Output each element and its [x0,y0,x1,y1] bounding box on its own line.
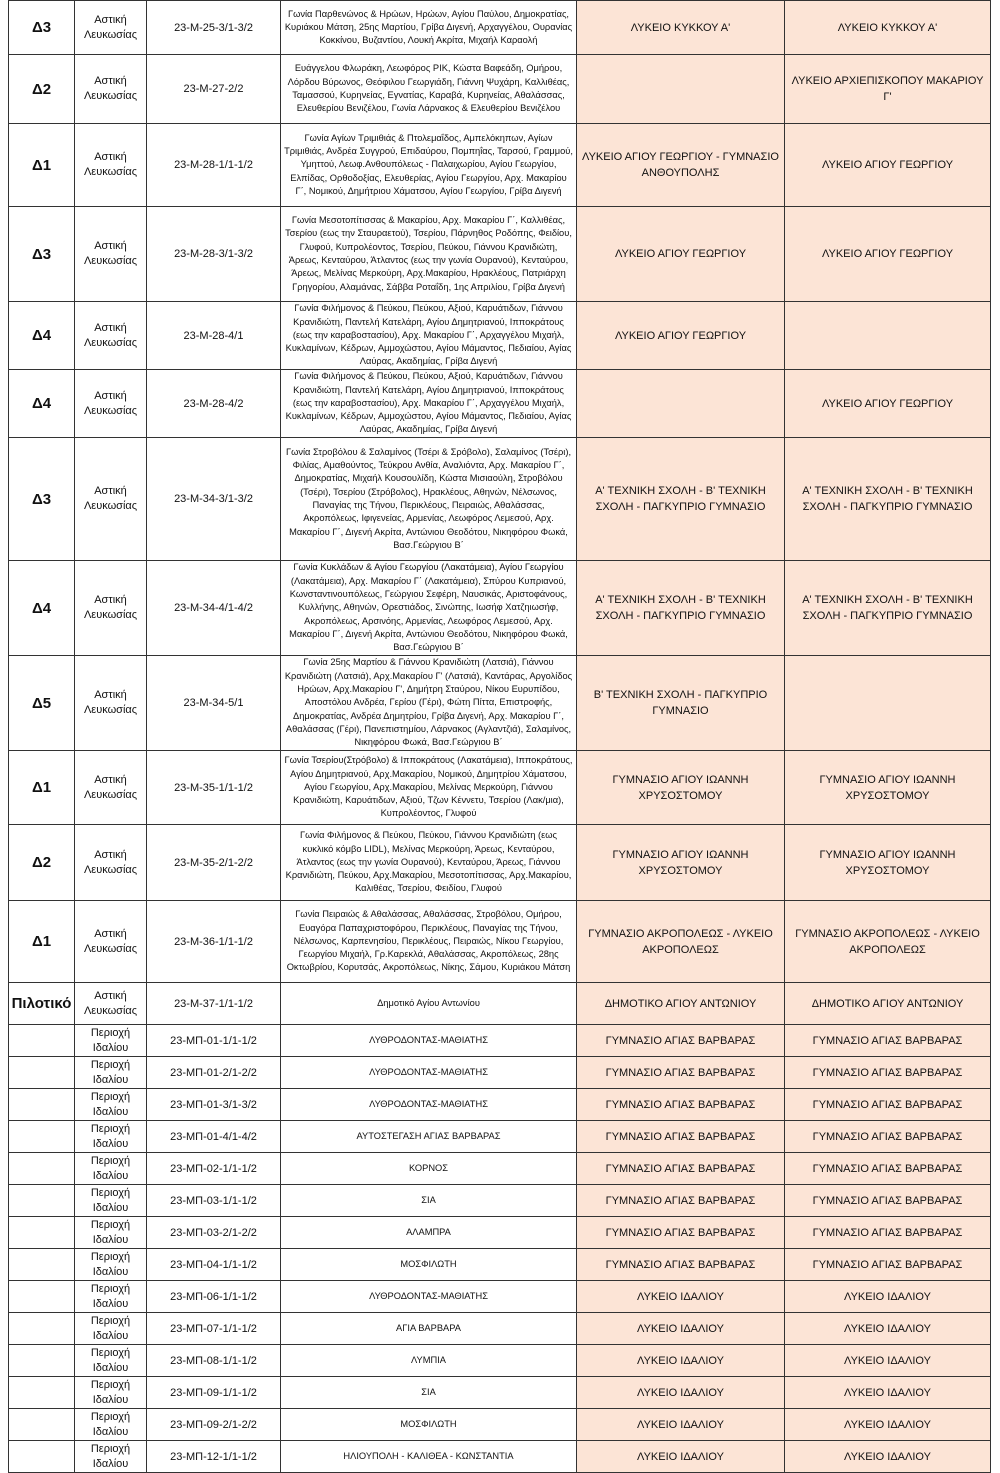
school-b-cell: ΛΥΚΕΙΟ ΑΓΙΟΥ ΓΕΩΡΓΙΟΥ [785,370,991,438]
zone-cell: Δ5 [9,656,75,751]
area-cell: Αστική Λευκωσίας [75,825,147,901]
school-a-cell: ΓΥΜΝΑΣΙΟ ΑΓΙΑΣ ΒΑΡΒΑΡΑΣ [577,1121,785,1153]
area-cell: Αστική Λευκωσίας [75,983,147,1025]
area-cell: Αστική Λευκωσίας [75,751,147,825]
zone-cell [9,1345,75,1377]
route-code-cell: 23-ΜΠ-04-1/1-1/2 [147,1249,281,1281]
area-cell: Περιοχή Ιδαλίου [75,1409,147,1441]
table-row [9,901,991,983]
table-row [9,124,991,207]
school-b-cell: ΓΥΜΝΑΣΙΟ ΑΓΙΑΣ ΒΑΡΒΑΡΑΣ [785,1153,991,1185]
area-cell: Περιοχή Ιδαλίου [75,1249,147,1281]
table-row [9,55,991,124]
streets-cell: Ευάγγελου Φλωράκη, Λεωφόρος ΡΙΚ, Κώστα Βαφεάδη, Ομήρου, Λόρδου Βύρωνος, Θεόφιλου Γεωργιάδη, Γιάννη Ψυχάρη, Καλλιθέας, Ταμασσού, Κυρηνείας, Εγνατίας, Καραβά, Κυρηνείας, Αθαλάσσας, Ελευθερίου Βενιζέλου, Γωνία Λάρνακος & Ελευθερίου Βενιζέλου [281,55,577,124]
zone-cell: Δ4 [9,370,75,438]
school-b-cell: ΛΥΚΕΙΟ ΙΔΑΛΙΟΥ [785,1441,991,1473]
routes-table [8,0,991,1473]
streets-cell: Γωνία Μεσοτοπίτισσας & Μακαρίου, Αρχ. Μακαρίου Γ΄, Καλλιθέας, Τσερίου (εως την Σταυραετού), Τσερίου, Πάρνηθος Ροδόπης, Φειδίου, Γλυφού, Κυπρολέοντος, Τσερίου, Πεύκου, Γιάννου Κρανιδιώτη, Άρεως, Κενταύρου, Άτλαντος (εως την γωνία Ουρανού), Κενταύρου, Άρεως, Μελίνας Μερκούρη, Αρχ.Μακαρίου, Ηρακλέους, Πατριάρχη Γρηγορίου, Αλαμάνας, Σάββα Ροταΐδη, 1ης Απριλίου, Γρίβα Διγενή [281,207,577,302]
school-a-cell: ΛΥΚΕΙΟ ΚΥΚΚΟΥ Α' [577,1,785,55]
area-cell: Περιοχή Ιδαλίου [75,1153,147,1185]
school-a-cell: Α' ΤΕΧΝΙΚΗ ΣΧΟΛΗ - Β' ΤΕΧΝΙΚΗ ΣΧΟΛΗ - ΠΑΓΚΥΠΡΙΟ ΓΥΜΝΑΣΙΟ [577,438,785,561]
streets-cell: ΛΥΜΠΙΑ [281,1345,577,1377]
route-code-cell: 23-ΜΠ-01-3/1-3/2 [147,1089,281,1121]
school-b-cell: ΓΥΜΝΑΣΙΟ ΑΓΙΑΣ ΒΑΡΒΑΡΑΣ [785,1185,991,1217]
zone-cell: Δ3 [9,438,75,561]
route-code-cell: 23-ΜΠ-09-1/1-1/2 [147,1377,281,1409]
zone-cell [9,1121,75,1153]
table-row [9,983,991,1025]
school-a-cell: ΔΗΜΟΤΙΚΟ ΑΓΙΟΥ ΑΝΤΩΝΙΟΥ [577,983,785,1025]
school-a-cell: Α' ΤΕΧΝΙΚΗ ΣΧΟΛΗ - Β' ΤΕΧΝΙΚΗ ΣΧΟΛΗ - ΠΑΓΚΥΠΡΙΟ ΓΥΜΝΑΣΙΟ [577,561,785,656]
school-a-cell [577,370,785,438]
area-cell: Περιοχή Ιδαλίου [75,1345,147,1377]
school-b-cell: ΓΥΜΝΑΣΙΟ ΑΓΙΑΣ ΒΑΡΒΑΡΑΣ [785,1025,991,1057]
school-a-cell: ΓΥΜΝΑΣΙΟ ΑΓΙΟΥ ΙΩΑΝΝΗ ΧΡΥΣΟΣΤΟΜΟΥ [577,825,785,901]
table-row [9,438,991,561]
table-row [9,1,991,55]
route-code-cell: 23-Μ-37-1/1-1/2 [147,983,281,1025]
area-cell: Περιοχή Ιδαλίου [75,1377,147,1409]
school-a-cell: ΓΥΜΝΑΣΙΟ ΑΓΙΑΣ ΒΑΡΒΑΡΑΣ [577,1217,785,1249]
route-code-cell: 23-Μ-27-2/2 [147,55,281,124]
school-a-cell: ΛΥΚΕΙΟ ΙΔΑΛΙΟΥ [577,1313,785,1345]
school-b-cell: ΓΥΜΝΑΣΙΟ ΑΓΙΟΥ ΙΩΑΝΝΗ ΧΡΥΣΟΣΤΟΜΟΥ [785,825,991,901]
streets-cell: Γωνία 25ης Μαρτίου & Γιάννου Κρανιδιώτη (Λατσιά), Γιάννου Κρανιδιώτη (Λατσιά), Αρχ.Μακαρίου Γ' (Λατσιά), Καντάρας, Αργολίδος Ηρώων, Αρχ.Μακαρίου Γ', Δημήτρη Σταύρου, Νίκου Ευρυπίδου, Αποστόλου Ανδρέα, Γερίου (Γέρι), Φώτη Πίττα, Επιστροφής, Δημοκρατίας, Ανδρέα Δημητρίου, Γρίβα Διγενή, Αρχ. Μακαρίου Γ΄, Αθαλάσσας (Γέρι), Πανεπιστημίου, Λάρνακος (Αγλαντζιά), Σαλαμίνος, Νικηφόρου Φωκά, Βασ.Γεώργιου Β΄ [281,656,577,751]
area-cell: Περιοχή Ιδαλίου [75,1185,147,1217]
zone-cell: Πιλοτικό [9,983,75,1025]
table-row [9,207,991,302]
zone-cell [9,1025,75,1057]
zone-cell [9,1153,75,1185]
streets-cell: Γωνία Πειραιώς & Αθαλάσσας, Αθαλάσσας, Στροβόλου, Ομήρου, Ευαγόρα Παπαχριστοφόρου, Περικλέους, Παναγίας της Τήνου, Νέλσωνος, Καρπενησίου, Περικλέους, Πειραιώς, Νίκου Γεωργίου, Γεωργίου Μιχαήλ, Γρ.Καρεκλά, Αθαλάσσας, Ακροπόλεως, 28ης Οκτωβρίου, Κορυτσάς, Ακροπόλεως, Νίκης, Σάμου, Κυριάκου Μάτση [281,901,577,983]
zone-cell: Δ1 [9,751,75,825]
routes-table-body [9,1,991,1473]
school-a-cell: ΛΥΚΕΙΟ ΑΓΙΟΥ ΓΕΩΡΓΙΟΥ [577,302,785,370]
streets-cell: ΛΥΘΡΟΔΟΝΤΑΣ-ΜΑΘΙΑΤΗΣ [281,1057,577,1089]
route-code-cell: 23-Μ-34-5/1 [147,656,281,751]
zone-cell [9,1409,75,1441]
streets-cell: ΜΟΣΦΙΛΩΤΗ [281,1409,577,1441]
route-code-cell: 23-Μ-35-2/1-2/2 [147,825,281,901]
route-code-cell: 23-Μ-34-3/1-3/2 [147,438,281,561]
streets-cell: ΜΟΣΦΙΛΩΤΗ [281,1249,577,1281]
area-cell: Αστική Λευκωσίας [75,207,147,302]
streets-cell: ΣΙΑ [281,1185,577,1217]
zone-cell: Δ3 [9,1,75,55]
school-b-cell: ΛΥΚΕΙΟ ΙΔΑΛΙΟΥ [785,1345,991,1377]
streets-cell: Γωνία Φιλήμονος & Πεύκου, Πεύκου, Γιάννου Κρανιδιώτη (εως κυκλικό κόμβο LIDL), Μελίνας Μερκούρη, Άρεως, Κενταύρου, Άτλαντος (εως την γωνία Ουρανού), Κενταύρου, Άρεως, Γιάννου Κρανιδιώτη, Πεύκου, Αρχ.Μακαρίου, Μεσοτοπίτισσας, Αρχ.Μακαρίου, Καλιθέας, Τσερίου, Φειδίου, Γλυφού [281,825,577,901]
area-cell: Περιοχή Ιδαλίου [75,1057,147,1089]
school-a-cell: ΛΥΚΕΙΟ ΙΔΑΛΙΟΥ [577,1377,785,1409]
school-b-cell: ΓΥΜΝΑΣΙΟ ΑΓΙΑΣ ΒΑΡΒΑΡΑΣ [785,1249,991,1281]
table-row [9,1025,991,1057]
school-a-cell: ΛΥΚΕΙΟ ΙΔΑΛΙΟΥ [577,1345,785,1377]
streets-cell: Γωνία Φιλήμονος & Πεύκου, Πεύκου, Αξιού, Καρυάτιδων, Γιάννου Κρανιδιώτη, Παντελή Κατελάρη, Αγίου Δημητριανού, Ιπποκράτους (εως την καραβοστασίου), Αρχ. Μακαρίου Γ΄, Αρχαγγέλου Μιχαήλ, Κυκλαμίνων, Κέδρων, Αμμοχώστου, Αγίου Μάμαντος, Πεδιαίου, Αγίας Λαύρας, Ακαδημίας, Γρίβα Διγενή [281,302,577,370]
area-cell: Περιοχή Ιδαλίου [75,1121,147,1153]
table-row [9,1057,991,1089]
zone-cell [9,1249,75,1281]
school-b-cell: ΛΥΚΕΙΟ ΙΔΑΛΙΟΥ [785,1409,991,1441]
school-b-cell: ΛΥΚΕΙΟ ΙΔΑΛΙΟΥ [785,1377,991,1409]
area-cell: Αστική Λευκωσίας [75,124,147,207]
school-a-cell: ΓΥΜΝΑΣΙΟ ΑΚΡΟΠΟΛΕΩΣ - ΛΥΚΕΙΟ ΑΚΡΟΠΟΛΕΩΣ [577,901,785,983]
table-row [9,1089,991,1121]
zone-cell: Δ4 [9,561,75,656]
zone-cell [9,1057,75,1089]
table-row [9,1313,991,1345]
table-row [9,1185,991,1217]
route-code-cell: 23-ΜΠ-03-1/1-1/2 [147,1185,281,1217]
table-row [9,1153,991,1185]
streets-cell: ΑΓΙΑ ΒΑΡΒΑΡΑ [281,1313,577,1345]
area-cell: Αστική Λευκωσίας [75,1,147,55]
school-a-cell: ΛΥΚΕΙΟ ΙΔΑΛΙΟΥ [577,1409,785,1441]
route-code-cell: 23-ΜΠ-06-1/1-1/2 [147,1281,281,1313]
area-cell: Περιοχή Ιδαλίου [75,1313,147,1345]
route-code-cell: 23-ΜΠ-08-1/1-1/2 [147,1345,281,1377]
school-b-cell: ΓΥΜΝΑΣΙΟ ΑΓΙΑΣ ΒΑΡΒΑΡΑΣ [785,1217,991,1249]
table-row [9,302,991,370]
route-code-cell: 23-ΜΠ-07-1/1-1/2 [147,1313,281,1345]
area-cell: Αστική Λευκωσίας [75,370,147,438]
table-row [9,561,991,656]
table-row [9,1217,991,1249]
table-row [9,1377,991,1409]
route-code-cell: 23-ΜΠ-02-1/1-1/2 [147,1153,281,1185]
zone-cell [9,1441,75,1473]
route-code-cell: 23-Μ-25-3/1-3/2 [147,1,281,55]
school-a-cell: ΓΥΜΝΑΣΙΟ ΑΓΙΑΣ ΒΑΡΒΑΡΑΣ [577,1153,785,1185]
school-b-cell [785,302,991,370]
route-code-cell: 23-Μ-28-1/1-1/2 [147,124,281,207]
area-cell: Αστική Λευκωσίας [75,561,147,656]
school-b-cell: ΛΥΚΕΙΟ ΙΔΑΛΙΟΥ [785,1281,991,1313]
school-a-cell: ΛΥΚΕΙΟ ΑΓΙΟΥ ΓΕΩΡΓΙΟΥ - ΓΥΜΝΑΣΙΟ ΑΝΘΟΥΠΟΛΗΣ [577,124,785,207]
school-a-cell: ΓΥΜΝΑΣΙΟ ΑΓΙΑΣ ΒΑΡΒΑΡΑΣ [577,1089,785,1121]
school-b-cell: ΛΥΚΕΙΟ ΑΓΙΟΥ ΓΕΩΡΓΙΟΥ [785,124,991,207]
school-b-cell: Α' ΤΕΧΝΙΚΗ ΣΧΟΛΗ - Β' ΤΕΧΝΙΚΗ ΣΧΟΛΗ - ΠΑΓΚΥΠΡΙΟ ΓΥΜΝΑΣΙΟ [785,561,991,656]
zone-cell: Δ4 [9,302,75,370]
route-code-cell: 23-ΜΠ-01-1/1-1/2 [147,1025,281,1057]
school-b-cell: ΛΥΚΕΙΟ ΑΓΙΟΥ ΓΕΩΡΓΙΟΥ [785,207,991,302]
school-b-cell: ΛΥΚΕΙΟ ΙΔΑΛΙΟΥ [785,1313,991,1345]
school-b-cell: ΔΗΜΟΤΙΚΟ ΑΓΙΟΥ ΑΝΤΩΝΙΟΥ [785,983,991,1025]
area-cell: Περιοχή Ιδαλίου [75,1025,147,1057]
streets-cell: Γωνία Τσερίου(Στρόβολο) & Ιπποκράτους (Λακατάμεια), Ιπποκράτους, Αγίου Δημητριανού, Αρχ.Μακαρίου, Νομικού, Δημητρίου Χάματσου, Αγίου Γεωργίου, Αρχ.Μακαρίου, Μελίνας Μερκούρη, Γιάννου Κρανιδιώτη, Καρυάτιδων, Αξιού, Τζων Κέννετυ, Τσερίου (Λακ/μια), Κυπρολέοντος, Γλυφού [281,751,577,825]
route-code-cell: 23-ΜΠ-01-2/1-2/2 [147,1057,281,1089]
table-row [9,370,991,438]
school-a-cell: ΓΥΜΝΑΣΙΟ ΑΓΙΑΣ ΒΑΡΒΑΡΑΣ [577,1249,785,1281]
school-a-cell: ΛΥΚΕΙΟ ΑΓΙΟΥ ΓΕΩΡΓΙΟΥ [577,207,785,302]
streets-cell: ΛΥΘΡΟΔΟΝΤΑΣ-ΜΑΘΙΑΤΗΣ [281,1025,577,1057]
route-code-cell: 23-Μ-28-4/1 [147,302,281,370]
route-code-cell: 23-ΜΠ-09-2/1-2/2 [147,1409,281,1441]
table-row [9,825,991,901]
school-b-cell: ΓΥΜΝΑΣΙΟ ΑΓΙΑΣ ΒΑΡΒΑΡΑΣ [785,1121,991,1153]
streets-cell: ΛΥΘΡΟΔΟΝΤΑΣ-ΜΑΘΙΑΤΗΣ [281,1089,577,1121]
route-code-cell: 23-ΜΠ-12-1/1-1/2 [147,1441,281,1473]
table-row [9,751,991,825]
route-code-cell: 23-Μ-28-4/2 [147,370,281,438]
streets-cell: ΑΥΤΟΣΤΕΓΑΣΗ ΑΓΙΑΣ ΒΑΡΒΑΡΑΣ [281,1121,577,1153]
streets-cell: Γωνία Στροβόλου & Σαλαμίνος (Τσέρι & Σρόβολο), Σαλαμίνος (Τσέρι), Φιλίας, Αμαθούντος, Τεύκρου Ανθία, Αναλιόντα, Αρχ. Μακαρίου Γ΄, Δημοκρατίας, Μιχαήλ Κουσουλίδη, Κώστα Μισιαούλη, Στροβόλου (Τσέρι), Τσερίου (Στρόβολος), Ηρακλέους, Αθηνών, Νέλσωνος, Παναγίας της Τήνου, Περικλέους, Πειραιώς, Αθαλάσσας, Ακροπόλεως, Ιφιγενείας, Αρμενίας, Λεωφόρος Λεμεσού, Αρχ. Μακαρίου Γ΄, Διγενή Ακρίτα, Αντώνιου Θεοδότου, Νικηφόρου Φωκά, Βασ.Γεώργιου Β΄ [281,438,577,561]
school-a-cell: Β' ΤΕΧΝΙΚΗ ΣΧΟΛΗ - ΠΑΓΚΥΠΡΙΟ ΓΥΜΝΑΣΙΟ [577,656,785,751]
streets-cell: Γωνία Παρθενώνος & Ηρώων, Ηρώων, Αγίου Παύλου, Δημοκρατίας, Κυριάκου Μάτση, 25ης Μαρτίου, Γρίβα Διγενή, Αρχαγγέλου, Ουρανίας Κοκκίνου, Βυζαντίου, Λουκή Ακρίτα, Μιχαήλ Καραολή [281,1,577,55]
school-a-cell: ΓΥΜΝΑΣΙΟ ΑΓΙΑΣ ΒΑΡΒΑΡΑΣ [577,1057,785,1089]
zone-cell [9,1313,75,1345]
school-b-cell: ΓΥΜΝΑΣΙΟ ΑΓΙΑΣ ΒΑΡΒΑΡΑΣ [785,1089,991,1121]
school-b-cell: ΓΥΜΝΑΣΙΟ ΑΚΡΟΠΟΛΕΩΣ - ΛΥΚΕΙΟ ΑΚΡΟΠΟΛΕΩΣ [785,901,991,983]
zone-cell [9,1217,75,1249]
area-cell: Περιοχή Ιδαλίου [75,1217,147,1249]
zone-cell: Δ1 [9,124,75,207]
school-b-cell: ΛΥΚΕΙΟ ΑΡΧΙΕΠΙΣΚΟΠΟΥ ΜΑΚΑΡΙΟΥ Γ' [785,55,991,124]
route-code-cell: 23-ΜΠ-03-2/1-2/2 [147,1217,281,1249]
streets-cell: ΑΛΑΜΠΡΑ [281,1217,577,1249]
table-row [9,1121,991,1153]
route-code-cell: 23-Μ-35-1/1-1/2 [147,751,281,825]
area-cell: Αστική Λευκωσίας [75,901,147,983]
table-row [9,656,991,751]
area-cell: Περιοχή Ιδαλίου [75,1441,147,1473]
school-b-cell: ΓΥΜΝΑΣΙΟ ΑΓΙΑΣ ΒΑΡΒΑΡΑΣ [785,1057,991,1089]
area-cell: Περιοχή Ιδαλίου [75,1089,147,1121]
school-b-cell: ΛΥΚΕΙΟ ΚΥΚΚΟΥ Α' [785,1,991,55]
table-row [9,1409,991,1441]
table-row [9,1249,991,1281]
streets-cell: Γωνία Κυκλάδων & Αγίου Γεωργίου (Λακατάμεια), Αγίου Γεωργίου (Λακατάμεια), Αρχ. Μακαρίου Γ΄ (Λακατάμεια), Σπύρου Κυπριανού, Κωνσταντινουπόλεως, Γεώργιου Σεφέρη, Ναυσικάς, Αριστοφάνους, Κυλλήνης, Αθηνών, Ορεστιάδος, Σινώπης, Ιωσήφ Χατζηιωσήφ, Ακροπόλεως, Αρσινόης, Αρμενίας, Λεωφόρος Λεμεσού, Αρχ. Μακαρίου Γ΄, Διγενή Ακρίτα, Αντώνιου Θεοδότου, Νικηφόρου Φωκά, Βασ.Γεώργιου Β΄ [281,561,577,656]
table-row [9,1281,991,1313]
school-a-cell [577,55,785,124]
area-cell: Αστική Λευκωσίας [75,656,147,751]
school-a-cell: ΓΥΜΝΑΣΙΟ ΑΓΙΑΣ ΒΑΡΒΑΡΑΣ [577,1185,785,1217]
streets-cell: Δημοτικό Αγίου Αντωνίου [281,983,577,1025]
route-code-cell: 23-ΜΠ-01-4/1-4/2 [147,1121,281,1153]
route-code-cell: 23-Μ-34-4/1-4/2 [147,561,281,656]
route-code-cell: 23-Μ-28-3/1-3/2 [147,207,281,302]
area-cell: Αστική Λευκωσίας [75,438,147,561]
zone-cell: Δ2 [9,825,75,901]
streets-cell: ΚΟΡΝΟΣ [281,1153,577,1185]
zone-cell [9,1281,75,1313]
school-a-cell: ΓΥΜΝΑΣΙΟ ΑΓΙΟΥ ΙΩΑΝΝΗ ΧΡΥΣΟΣΤΟΜΟΥ [577,751,785,825]
area-cell: Περιοχή Ιδαλίου [75,1281,147,1313]
streets-cell: ΛΥΘΡΟΔΟΝΤΑΣ-ΜΑΘΙΑΤΗΣ [281,1281,577,1313]
table-row [9,1441,991,1473]
school-a-cell: ΛΥΚΕΙΟ ΙΔΑΛΙΟΥ [577,1281,785,1313]
school-b-cell: Α' ΤΕΧΝΙΚΗ ΣΧΟΛΗ - Β' ΤΕΧΝΙΚΗ ΣΧΟΛΗ - ΠΑΓΚΥΠΡΙΟ ΓΥΜΝΑΣΙΟ [785,438,991,561]
school-a-cell: ΛΥΚΕΙΟ ΙΔΑΛΙΟΥ [577,1441,785,1473]
streets-cell: ΣΙΑ [281,1377,577,1409]
zone-cell [9,1089,75,1121]
table-row [9,1345,991,1377]
school-a-cell: ΓΥΜΝΑΣΙΟ ΑΓΙΑΣ ΒΑΡΒΑΡΑΣ [577,1025,785,1057]
zone-cell [9,1185,75,1217]
school-b-cell: ΓΥΜΝΑΣΙΟ ΑΓΙΟΥ ΙΩΑΝΝΗ ΧΡΥΣΟΣΤΟΜΟΥ [785,751,991,825]
streets-cell: Γωνία Αγίων Τριμιθιάς & Πτολεμαΐδος, Αμπελόκηπων, Αγίων Τριμιθιάς, Ανδρέα Συγγρού, Επιδαύρου, Πομπηΐας, Ταρσού, Γραμμού, Υμηττού, Λεωφ.Ανθουπόλεως - Παλαιχωρίου, Αγίου Γεωργίου, Ελπίδας, Ορθοδοξίας, Ελευθερίας, Αγίου Γεωργίου, Αρχ. Μακαρίου Γ΄, Νομικού, Δημήτριου Χάματσου, Αγίου Γεωργίου, Γρίβα Διγενή [281,124,577,207]
area-cell: Αστική Λευκωσίας [75,302,147,370]
streets-cell: ΗΛΙΟΥΠΟΛΗ - ΚΑΛΙΘΕΑ - ΚΩΝΣΤΑΝΤΙΑ [281,1441,577,1473]
school-b-cell [785,656,991,751]
zone-cell: Δ3 [9,207,75,302]
route-code-cell: 23-Μ-36-1/1-1/2 [147,901,281,983]
streets-cell: Γωνία Φιλήμονος & Πεύκου, Πεύκου, Αξιού, Καρυάτιδων, Γιάννου Κρανιδιώτη, Παντελή Κατελάρη, Αγίου Δημητριανού, Ιπποκράτους (εως την καραβοστασίου), Αρχ. Μακαρίου Γ΄, Αρχαγγέλου Μιχαήλ, Κυκλαμίνων, Κέδρων, Αμμοχώστου, Αγίου Μάμαντος, Πεδιαίου, Αγίας Λαύρας, Ακαδημίας, Γρίβα Διγενή [281,370,577,438]
zone-cell: Δ2 [9,55,75,124]
zone-cell: Δ1 [9,901,75,983]
area-cell: Αστική Λευκωσίας [75,55,147,124]
zone-cell [9,1377,75,1409]
